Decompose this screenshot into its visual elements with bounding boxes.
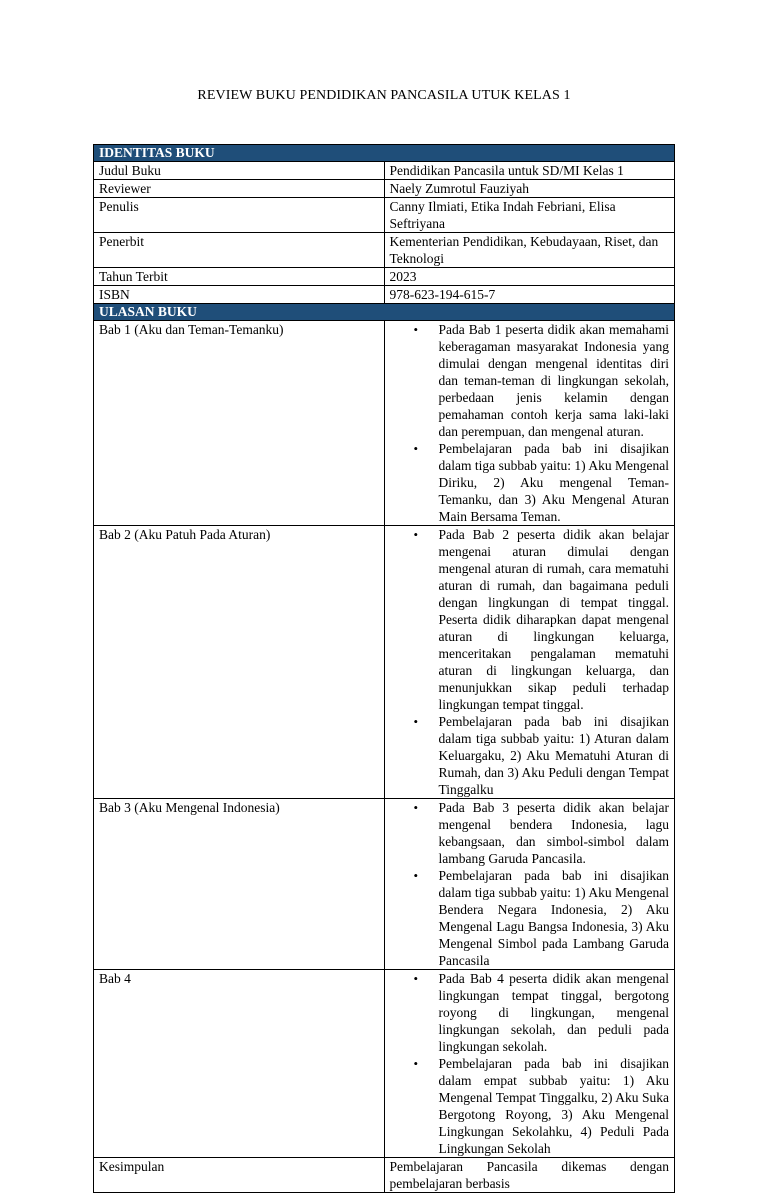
- table-row: [94, 180, 675, 198]
- table-row: [94, 162, 675, 180]
- bab2-content: [384, 526, 675, 799]
- list-item: • Pembelajaran pada bab ini disajikan dalam tiga subbab yaitu: 1) Aku Mengenal Bendera Negara Indonesia, 2) Aku Mengenal Lagu Bangsa Indonesia, 3) Aku Mengenal Simbol pada Lambang Garuda Pancasila: [439, 867, 670, 969]
- bab1-label: Bab 1 (Aku dan Teman-Temanku): [94, 321, 385, 526]
- list-item: • Pada Bab 1 peserta didik akan memahami keberagaman masyarakat Indonesia yang dimulai dengan mengenal identitas diri dan teman-teman di lingkungan sekolah, perbedaan jenis kelamin dengan pemahaman contoh kerja sama laki-laki dan perempuan, dan mengenal aturan.: [439, 321, 670, 440]
- table-row: [94, 198, 675, 233]
- table-row: [94, 286, 675, 304]
- table-row: [94, 970, 675, 1158]
- tahun-value: 2023: [384, 268, 675, 286]
- bullet-list: [390, 970, 670, 1157]
- bab3-content: [384, 799, 675, 970]
- penulis-value: Canny Ilmiati, Etika Indah Febriani, Elisa Seftriyana: [384, 198, 675, 233]
- table-row: [94, 233, 675, 268]
- penerbit-label: Penerbit: [94, 233, 385, 268]
- review-table: [93, 144, 675, 1193]
- reviewer-value: Naely Zumrotul Fauziyah: [384, 180, 675, 198]
- table-row: [94, 268, 675, 286]
- isbn-label: ISBN: [94, 286, 385, 304]
- judul-value: Pendidikan Pancasila untuk SD/MI Kelas 1: [384, 162, 675, 180]
- judul-label: Judul Buku: [94, 162, 385, 180]
- isbn-value: 978-623-194-615-7: [384, 286, 675, 304]
- table-row: [94, 799, 675, 970]
- list-item: • Pembelajaran pada bab ini disajikan dalam tiga subbab yaitu: 1) Aku Mengenal Diriku, 2) Aku mengenal Teman-Temanku, dan 3) Aku Mengenal Aturan Main Bersama Teman.: [439, 440, 670, 525]
- tahun-label: Tahun Terbit: [94, 268, 385, 286]
- document-title: REVIEW BUKU PENDIDIKAN PANCASILA UTUK KELAS 1: [197, 88, 571, 103]
- penulis-label: Penulis: [94, 198, 385, 233]
- ulasan-header: ULASAN BUKU: [94, 304, 675, 321]
- list-item: • Pada Bab 3 peserta didik akan belajar mengenal bendera Indonesia, lagu kebangsaan, dan simbol-simbol dalam lambang Garuda Pancasila.: [439, 799, 670, 867]
- bab4-content: [384, 970, 675, 1158]
- reviewer-label: Reviewer: [94, 180, 385, 198]
- list-item: • Pada Bab 2 peserta didik akan belajar mengenai aturan dimulai dengan mengenal aturan di rumah, cara mematuhi aturan di rumah, dan bagaimana peduli dengan lingkungan di tempat tinggal. Peserta didik diharapkan dapat mengenal aturan di lingkungan keluarga, menceritakan pengalaman mematuhi aturan di lingkungan keluarga, dan menunjukkan sikap peduli terhadap lingkungan tempat tinggal.: [439, 526, 670, 713]
- kesimpulan-label: Kesimpulan: [94, 1158, 385, 1193]
- identitas-header: IDENTITAS BUKU: [94, 145, 675, 162]
- list-item: • Pembelajaran pada bab ini disajikan dalam empat subbab yaitu: 1) Aku Mengenal Tempat Tinggalku, 2) Aku Suka Bergotong Royong, 3) Aku Mengenal Lingkungan Sekolahku, 4) Peduli Pada Lingkungan Sekolah: [439, 1055, 670, 1157]
- bab3-label: Bab 3 (Aku Mengenal Indonesia): [94, 799, 385, 970]
- table-row: [94, 526, 675, 799]
- penerbit-value: Kementerian Pendidikan, Kebudayaan, Riset, dan Teknologi: [384, 233, 675, 268]
- bullet-list: [390, 799, 670, 969]
- table-row: [94, 1158, 675, 1193]
- bab4-label: Bab 4: [94, 970, 385, 1158]
- bullet-list: [390, 526, 670, 798]
- table-row: [94, 321, 675, 526]
- ulasan-header-row: [94, 304, 675, 321]
- kesimpulan-value: Pembelajaran Pancasila dikemas dengan pembelajaran berbasis: [384, 1158, 675, 1193]
- bab2-label: Bab 2 (Aku Patuh Pada Aturan): [94, 526, 385, 799]
- identitas-header-row: [94, 145, 675, 162]
- list-item: • Pada Bab 4 peserta didik akan mengenal lingkungan tempat tinggal, bergotong royong di lingkungan, mengenal lingkungan sekolah, dan peduli pada lingkungan sekolah.: [439, 970, 670, 1055]
- bab1-content: [384, 321, 675, 526]
- list-item: • Pembelajaran pada bab ini disajikan dalam tiga subbab yaitu: 1) Aturan dalam Keluargaku, 2) Aku Mematuhi Aturan di Rumah, dan 3) Aku Peduli dengan Tempat Tinggalku: [439, 713, 670, 798]
- bullet-list: [390, 321, 670, 525]
